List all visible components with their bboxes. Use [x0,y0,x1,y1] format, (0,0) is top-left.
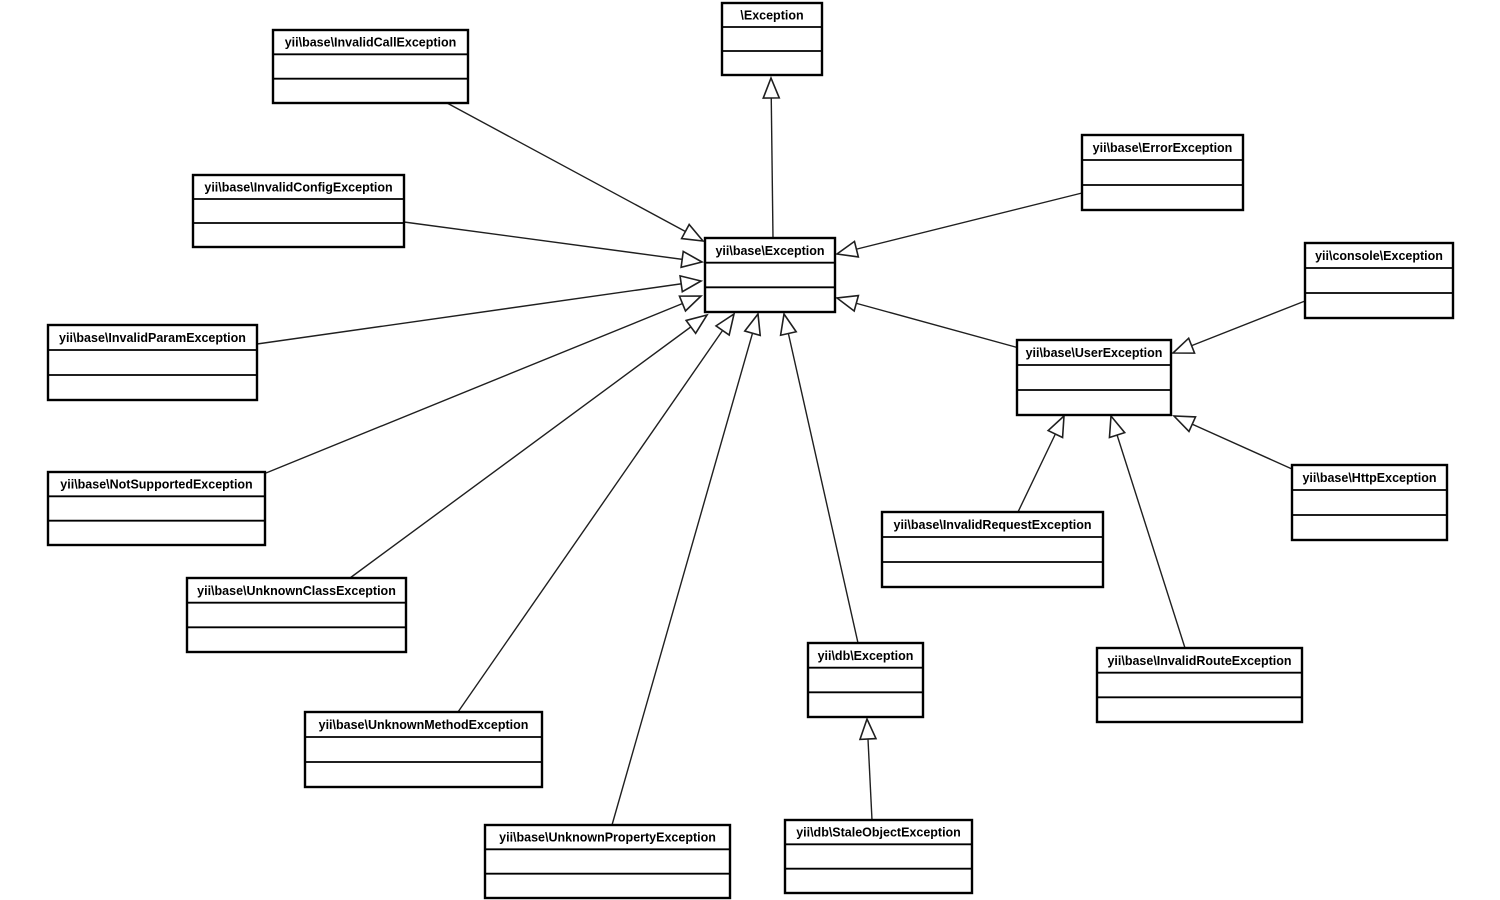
class-node-user-exception [1017,340,1171,415]
class-name-label-unknown-class: yii\base\UnknownClassException [197,583,396,598]
class-node-http-exception [1292,465,1447,540]
class-node-db-exception [808,643,923,717]
inheritance-edge-http-exception-to-user-exception [1174,416,1292,469]
class-name-label-error-exception: yii\base\ErrorException [1092,141,1233,155]
class-node-console-exception [1305,243,1453,318]
class-name-label-db-exception: yii\db\Exception [817,648,914,663]
inheritance-edge-invalid-param-to-base-exception [257,281,701,344]
inheritance-edge-stale-object-to-db-exception [867,719,872,820]
class-node-exception-root [722,3,822,75]
class-node-base-exception [705,238,835,312]
class-name-label-invalid-config: yii\base\InvalidConfigException [204,180,393,195]
class-name-label-unknown-property: yii\base\UnknownPropertyException [499,830,716,845]
inheritance-edge-console-exception-to-user-exception [1173,301,1305,353]
class-name-label-exception-root: \Exception [740,8,804,23]
inheritance-edge-unknown-property-to-base-exception [612,314,758,825]
class-node-invalid-route [1097,648,1302,722]
class-node-invalid-call [273,30,468,103]
class-node-unknown-class [187,578,406,652]
class-name-label-invalid-request: yii\base\InvalidRequestException [893,518,1092,532]
inheritance-edge-invalid-route-to-user-exception [1111,416,1185,648]
class-name-label-console-exception: yii\console\Exception [1315,249,1443,263]
inheritance-edge-invalid-config-to-base-exception [404,222,702,262]
class-node-not-supported [48,472,265,545]
class-name-label-base-exception: yii\base\Exception [715,243,825,258]
inheritance-edge-unknown-class-to-base-exception [350,315,707,578]
inheritance-edge-invalid-call-to-base-exception [447,103,703,241]
class-node-unknown-method [305,712,542,787]
inheritance-edge-not-supported-to-base-exception [266,296,701,473]
class-name-label-invalid-route: yii\base\InvalidRouteException [1107,653,1292,668]
inheritance-edge-invalid-request-to-user-exception [1018,416,1064,512]
inheritance-edge-base-exception-to-exception-root [771,78,773,238]
inheritance-edge-error-exception-to-base-exception [837,193,1082,254]
class-name-label-user-exception: yii\base\UserException [1025,346,1163,360]
class-name-label-invalid-call: yii\base\InvalidCallException [284,35,457,50]
class-node-invalid-param [48,325,257,400]
class-nodes-layer [48,3,1453,898]
inheritance-edge-db-exception-to-base-exception [784,314,858,643]
inheritance-edge-user-exception-to-base-exception [837,298,1019,348]
class-node-invalid-config [193,175,404,247]
class-node-stale-object [785,820,972,893]
class-node-error-exception [1082,135,1243,210]
class-name-label-not-supported: yii\base\NotSupportedException [60,477,253,492]
class-name-label-stale-object: yii\db\StaleObjectException [796,825,961,840]
class-name-label-http-exception: yii\base\HttpException [1302,471,1437,485]
class-name-label-invalid-param: yii\base\InvalidParamException [59,331,246,345]
class-node-unknown-property [485,825,730,898]
class-node-invalid-request [882,512,1103,587]
inheritance-edge-unknown-method-to-base-exception [458,314,734,712]
class-name-label-unknown-method: yii\base\UnknownMethodException [318,718,529,732]
